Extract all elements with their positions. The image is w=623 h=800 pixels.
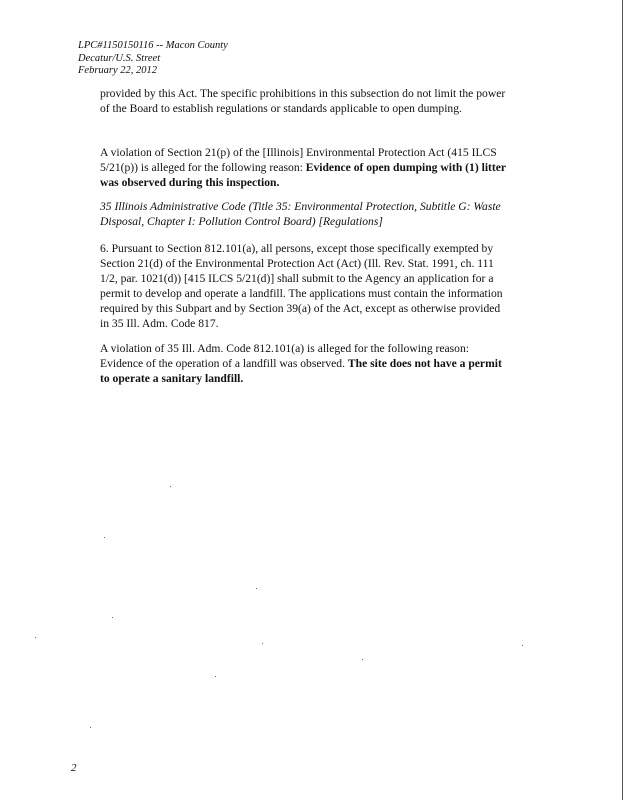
paragraph-violation-812-101a	[100, 341, 510, 386]
scan-speck	[112, 617, 113, 618]
scan-speck	[256, 588, 257, 589]
header-line-1: LPC#1150150116 -- Macon County	[78, 40, 228, 51]
header-line-3: February 22, 2012	[78, 65, 158, 76]
scan-speck	[262, 643, 263, 644]
violation-21p-reason: Evidence of open dumping with (1) litter was observed during this inspection.	[100, 161, 506, 189]
paragraph-section-812-101: 6. Pursuant to Section 812.101(a), all persons, except those specifically exempted by Section 21(d) of the Environmental Protection Act (Act) (Ill. Rev. Stat. 1991, ch. 111 1/2, par. 1021(d)) [415 ILCS 5/21(d)] shall submit to the Agency an application for a permit to develop and operate a landfill. The applications must contain the information required by this Subpart and by Section 39(a) of the Act, except as otherwise provided in 35 Ill. Adm. Code 817.	[100, 242, 503, 330]
document-header	[78, 40, 338, 78]
violation-812-text: A violation of 35 Ill. Adm. Code 812.101(a) is alleged for the following reason: Evidence of the operation of a landfill was observed.	[100, 342, 470, 370]
header-line-2: Decatur/U.S. Street	[78, 52, 161, 64]
scan-speck	[522, 645, 523, 646]
paragraph-violation-21p	[100, 145, 510, 190]
scan-speck	[35, 637, 36, 638]
paragraph-admin-code-title: 35 Illinois Administrative Code (Title 35: Environmental Protection, Subtitle G: Waste Disposal, Chapter I: Pollution Control Board) [Regulations]	[100, 200, 501, 228]
paragraph-open-dumping-definition: provided by this Act. The specific prohibitions in this subsection do not limit the power of the Board to establish regulations or standards applicable to open dumping.	[100, 87, 506, 115]
scan-speck	[362, 659, 363, 660]
violation-812-reason: The site does not have a permit to operate a sanitary landfill.	[100, 357, 502, 385]
violation-21p-text: A violation of Section 21(p) of the [Illinois] Environmental Protection Act (415 ILCS 5/21(p)) is alleged for the following reason:	[100, 146, 497, 174]
scan-speck	[104, 537, 105, 538]
scan-speck	[170, 486, 171, 487]
scan-speck	[90, 727, 91, 728]
page-number: 2	[71, 762, 77, 774]
scan-speck	[215, 676, 216, 677]
